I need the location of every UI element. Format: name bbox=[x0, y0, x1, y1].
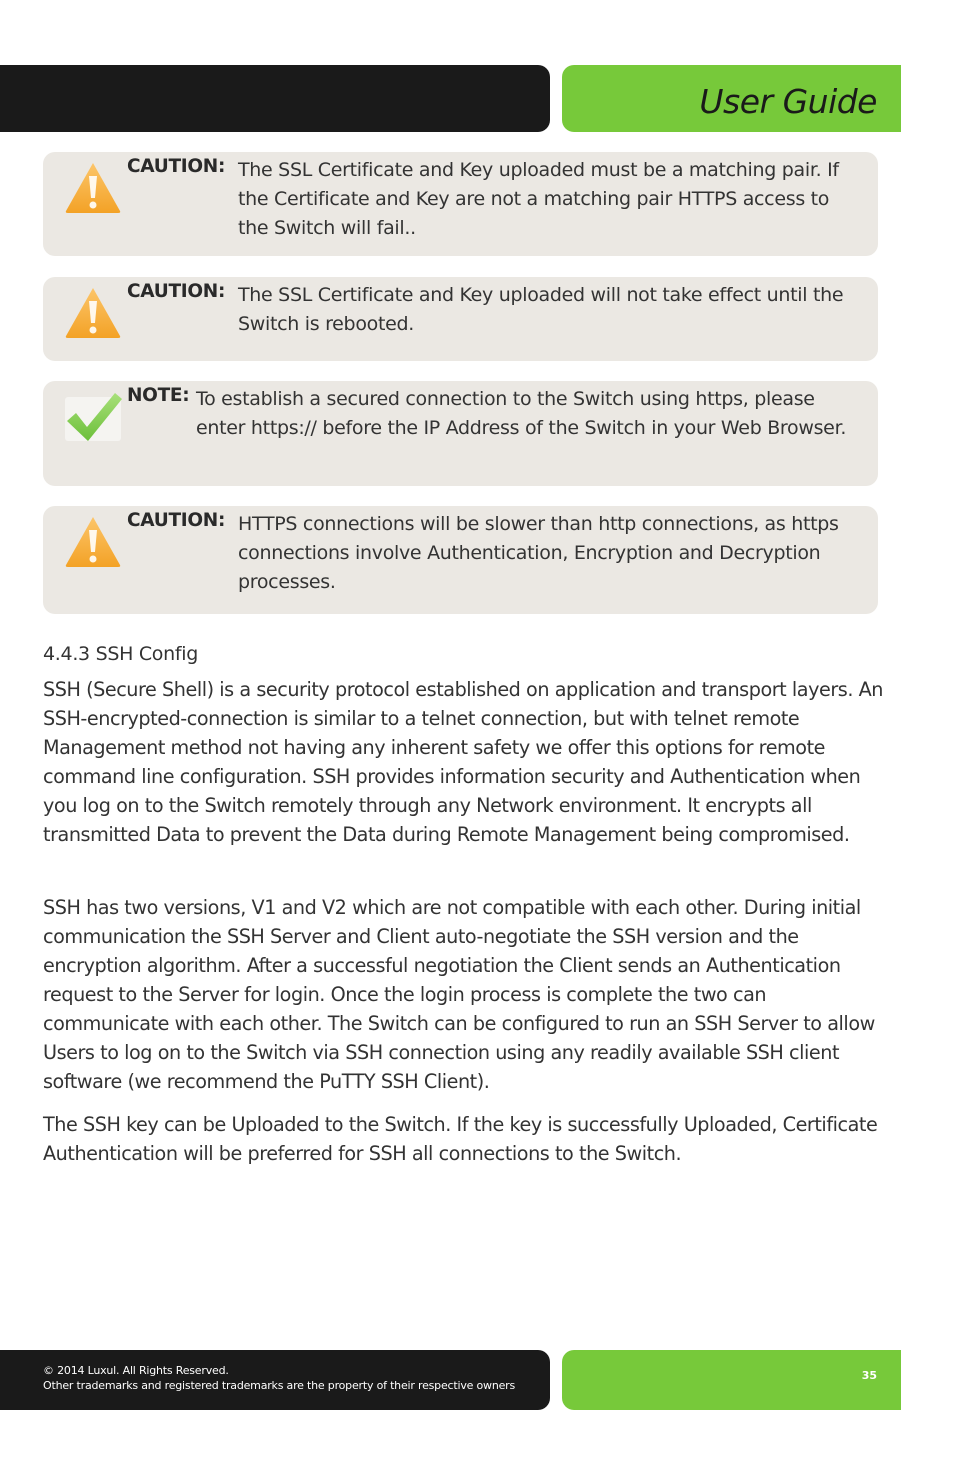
checkmark-icon bbox=[63, 389, 123, 443]
caution-text: HTTPS connections will be slower than http connections, as https connections involve Authentication, Encryption and Decryption processes. bbox=[238, 513, 839, 593]
footer-bar-left bbox=[0, 1350, 550, 1410]
header-bar-left bbox=[0, 65, 550, 132]
paragraph-ssh-intro: SSH (Secure Shell) is a security protocol established on application and transport layers. An SSH-encrypted-connection is similar to a telnet connection, but with telnet remote Management method not having any inherent safety we offer this options for remote command line configuration. SSH provides information security and Authentication when you log on to the Switch remotely through any Network environment. It encrypts all transmitted Data to prevent the Data during Remote Management being compromised. bbox=[43, 678, 884, 846]
caution-callout-reboot bbox=[43, 277, 878, 361]
note-text: To establish a secured connection to the Switch using https, please enter https:// before the IP Address of the Switch in your Web Browser. bbox=[196, 388, 847, 439]
paragraph-ssh-key: The SSH key can be Uploaded to the Switch. If the key is successfully Uploaded, Certificate Authentication will be preferred for SSH all connections to the Switch. bbox=[43, 1113, 878, 1165]
caution-label: CAUTION: bbox=[127, 510, 226, 531]
document-title: User Guide bbox=[699, 82, 877, 121]
note-callout-https bbox=[43, 381, 878, 486]
caution-label: CAUTION: bbox=[127, 281, 226, 302]
section-heading: 4.4.3 SSH Config bbox=[43, 643, 198, 665]
warning-triangle-icon bbox=[63, 514, 123, 568]
caution-text: The SSL Certificate and Key uploaded will not take effect until the Switch is rebooted. bbox=[238, 284, 844, 335]
footer-text bbox=[43, 1363, 515, 1393]
warning-triangle-icon bbox=[63, 160, 123, 214]
trademark-text: Other trademarks and registered trademarks are the property of their respective owners bbox=[43, 1379, 516, 1392]
caution-callout-ssl-pair bbox=[43, 152, 878, 256]
caution-callout-performance bbox=[43, 506, 878, 614]
copyright-text: © 2014 Luxul. All Rights Reserved. bbox=[43, 1364, 229, 1377]
header-bar-right bbox=[562, 65, 901, 132]
footer-bar-right bbox=[562, 1350, 901, 1410]
page-number: 35 bbox=[861, 1369, 877, 1382]
caution-label: CAUTION: bbox=[127, 156, 226, 177]
note-label: NOTE: bbox=[127, 385, 190, 406]
warning-triangle-icon bbox=[63, 285, 123, 339]
caution-text: The SSL Certificate and Key uploaded must be a matching pair. If the Certificate and Key are not a matching pair HTTPS access to the Switch will fail.. bbox=[238, 159, 839, 239]
paragraph-ssh-versions: SSH has two versions, V1 and V2 which are not compatible with each other. During initial communication the SSH Server and Client auto-negotiate the SSH version and the encryption algorithm. After a successful negotiation the Client sends an Authentication request to the Server for login. Once the login process is complete the two can communicate with each other. The Switch can be configured to run an SSH Server to allow Users to log on to the Switch via SSH connection using any readily available SSH client software (we recommend the PuTTY SSH Client). bbox=[43, 896, 875, 1093]
